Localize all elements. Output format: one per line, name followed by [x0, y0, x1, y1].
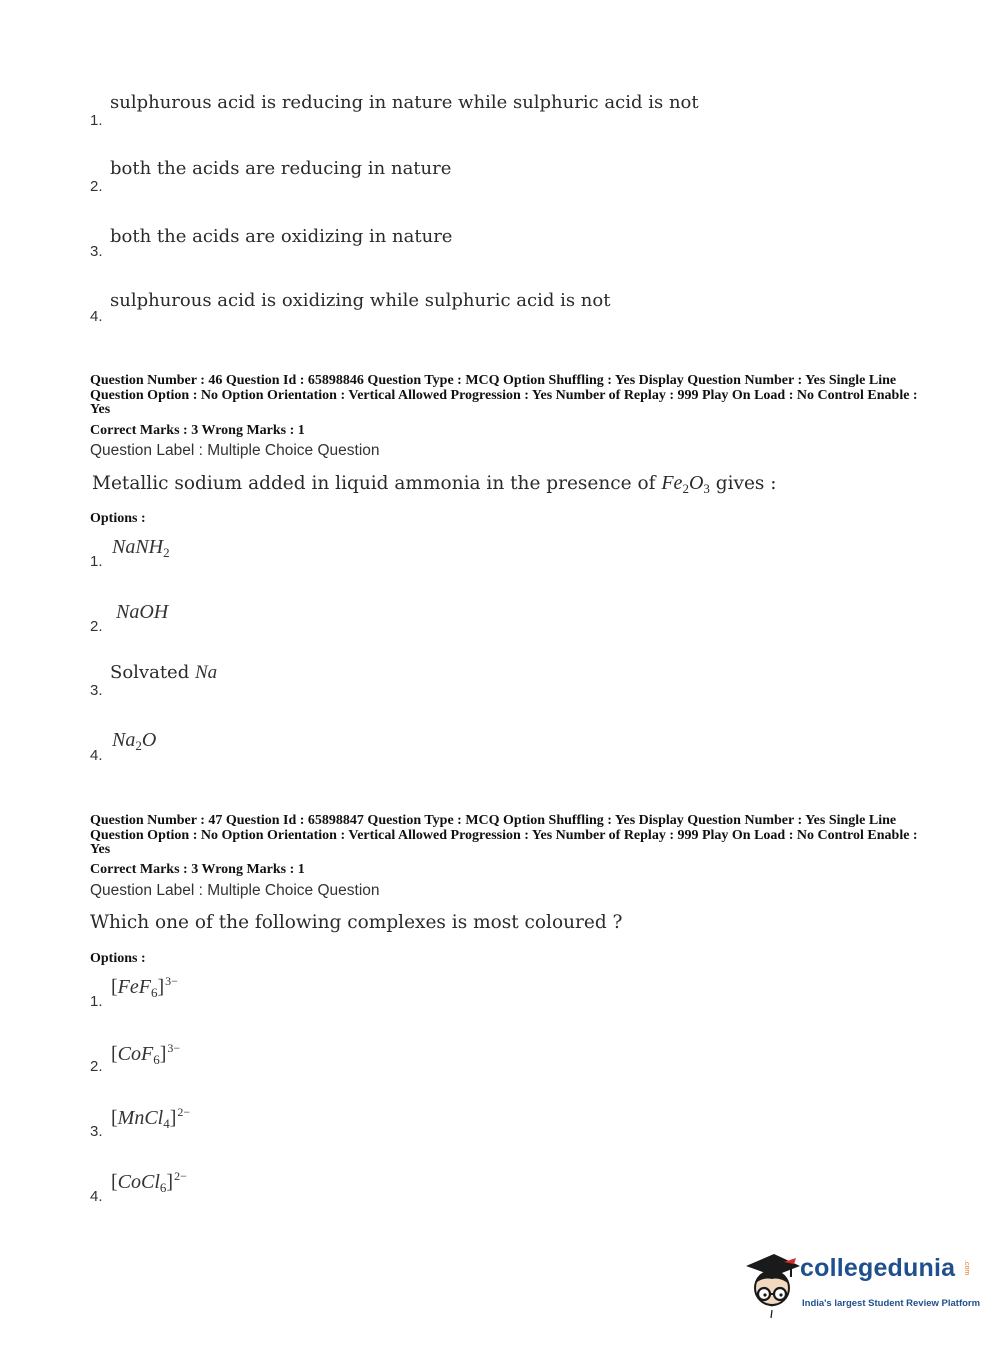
formula-sub: 2 — [135, 738, 142, 753]
brand-tagline: India's largest Student Review Platform — [802, 1298, 981, 1309]
option-formula — [112, 729, 156, 754]
question-marks: Correct Marks : 3 Wrong Marks : 1 — [90, 862, 305, 877]
bracket: [ — [111, 1043, 118, 1065]
question-text: Which one of the following complexes is most coloured ? — [90, 912, 623, 933]
formula-sup: 3− — [167, 1041, 181, 1055]
question-label: Question Label : Multiple Choice Question — [90, 442, 380, 459]
question-meta: Question Number : 46 Question Id : 65898846 Question Type : MCQ Option Shuffling : Yes Display Question Number : Yes Single Line Question Option : No Option Orientation : Vertical Allowed Progression : Yes Number of Replay : 999 Play On Load : No Control Enable : Yes — [90, 373, 918, 418]
option-number: 2. — [90, 1058, 103, 1075]
formula-base: Fe — [661, 472, 683, 494]
option-text: both the acids are reducing in nature — [110, 158, 452, 179]
formula-base: O — [688, 472, 704, 494]
option-number: 2. — [90, 618, 103, 635]
option-number: 4. — [90, 1188, 103, 1205]
option-formula — [111, 1105, 190, 1132]
question-marks: Correct Marks : 3 Wrong Marks : 1 — [90, 423, 305, 438]
bracket: [ — [111, 1171, 118, 1193]
formula-sub: 6 — [159, 1180, 167, 1195]
formula-base: FeF — [117, 976, 151, 998]
formula-sup: 2− — [174, 1169, 187, 1183]
bracket: ] — [157, 976, 165, 998]
formula-base: O — [141, 729, 157, 751]
formula-base: CoCl — [117, 1171, 160, 1193]
option-formula — [110, 662, 217, 684]
formula-sup: 3− — [165, 974, 178, 988]
option-text: both the acids are oxidizing in nature — [110, 226, 453, 247]
formula-sub: 6 — [150, 985, 158, 1000]
brand-name: collegedunia — [800, 1254, 956, 1282]
bracket: ] — [166, 1171, 174, 1193]
formula-sup: 2− — [177, 1105, 191, 1119]
option-formula — [111, 1169, 187, 1196]
option-number: 1. — [90, 553, 103, 570]
question-text — [92, 472, 777, 497]
formula-sub: 2 — [682, 481, 689, 496]
option-number: 2. — [90, 178, 103, 195]
option-number: 3. — [90, 682, 103, 699]
options-heading: Options : — [90, 951, 146, 966]
option-formula — [116, 601, 168, 624]
formula-sub: 4 — [163, 1116, 170, 1131]
option-number: 3. — [90, 1123, 103, 1140]
bracket: ] — [159, 1043, 167, 1065]
option-formula — [111, 1041, 180, 1068]
formula-sub: 2 — [163, 545, 170, 560]
option-formula — [112, 536, 170, 561]
option-number: 4. — [90, 308, 103, 325]
option-number: 1. — [90, 112, 103, 129]
option-number: 3. — [90, 243, 103, 260]
option-number: 4. — [90, 747, 103, 764]
option-text: sulphurous acid is oxidizing while sulphuric acid is not — [110, 290, 611, 311]
formula-sub: 6 — [153, 1052, 160, 1067]
formula-base: Na — [112, 729, 136, 751]
question-text-part: gives : — [709, 473, 777, 494]
option-text: sulphurous acid is reducing in nature while sulphuric acid is not — [110, 92, 699, 113]
options-heading: Options : — [90, 511, 146, 526]
bracket: [ — [111, 1107, 118, 1129]
formula — [661, 472, 710, 494]
formula-base: Na — [194, 662, 218, 683]
formula-sub: 3 — [703, 481, 710, 496]
question-meta: Question Number : 47 Question Id : 65898847 Question Type : MCQ Option Shuffling : Yes Display Question Number : Yes Single Line Question Option : No Option Orientation : Vertical Allowed Progression : Yes Number of Replay : 999 Play On Load : No Control Enable : Yes — [90, 813, 918, 858]
formula-base: MnCl — [117, 1107, 164, 1129]
bracket: [ — [111, 976, 118, 998]
brand-suffix: .com — [963, 1260, 970, 1276]
formula-base: CoF — [117, 1043, 154, 1065]
mascot-icon — [740, 1248, 802, 1320]
option-text: Solvated — [110, 662, 195, 683]
question-text-part: Metallic sodium added in liquid ammonia in the presence of — [92, 473, 662, 494]
collegedunia-logo[interactable] — [740, 1248, 980, 1320]
option-formula — [111, 974, 178, 1001]
formula-base: NaOH — [116, 601, 169, 623]
formula-base: NaNH — [112, 536, 164, 558]
bracket: ] — [169, 1107, 177, 1129]
question-label: Question Label : Multiple Choice Question — [90, 882, 380, 899]
option-number: 1. — [90, 993, 103, 1010]
